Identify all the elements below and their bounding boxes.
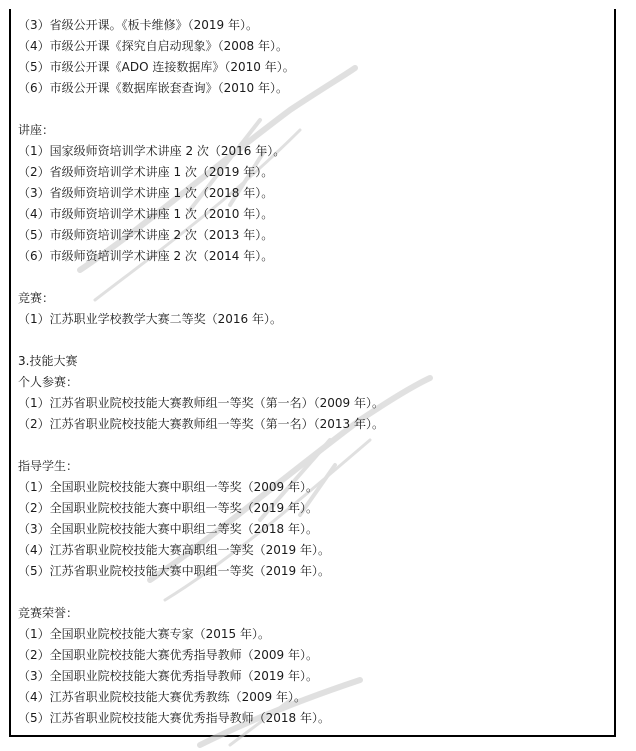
guidance-item: （3）全国职业院校技能大赛中职组二等奖（2018 年）。 <box>18 522 318 536</box>
spacer <box>18 330 608 351</box>
lecture-item: （4）市级师资培训学术讲座 1 次（2010 年）。 <box>18 207 274 221</box>
personal-item: （1）江苏省职业院校技能大赛教师组一等奖（第一名）（2009 年）。 <box>18 396 384 410</box>
personal-item: （2）江苏省职业院校技能大赛教师组一等奖（第一名）（2013 年）。 <box>18 417 384 431</box>
honor-item: （5）江苏省职业院校技能大赛优秀指导教师（2018 年）。 <box>18 711 330 725</box>
guidance-item: （5）江苏省职业院校技能大赛中职组一等奖（2019 年）。 <box>18 564 330 578</box>
guidance-item: （2）全国职业院校技能大赛中职组一等奖（2019 年）。 <box>18 501 318 515</box>
document-content <box>18 15 608 729</box>
honor-item: （3）全国职业院校技能大赛优秀指导教师（2019 年）。 <box>18 669 318 683</box>
guidance-item: （1）全国职业院校技能大赛中职组一等奖（2009 年）。 <box>18 480 318 494</box>
guidance-heading: 指导学生： <box>18 459 79 473</box>
guidance-item: （4）江苏省职业院校技能大赛高职组一等奖（2019 年）。 <box>18 543 330 557</box>
lectures-heading: 讲座： <box>18 123 55 137</box>
spacer <box>18 99 608 120</box>
lecture-item: （6）市级师资培训学术讲座 2 次（2014 年）。 <box>18 249 274 263</box>
competitions-heading: 竞赛： <box>18 291 55 305</box>
course-item: （3）省级公开课。《板卡维修》（2019 年）。 <box>18 18 258 32</box>
lecture-item: （3）省级师资培训学术讲座 1 次（2018 年）。 <box>18 186 274 200</box>
honor-item: （2）全国职业院校技能大赛优秀指导教师（2009 年）。 <box>18 648 318 662</box>
spacer <box>18 582 608 603</box>
lecture-item: （5）市级师资培训学术讲座 2 次（2013 年）。 <box>18 228 274 242</box>
spacer <box>18 435 608 456</box>
course-item: （5）市级公开课《ADO 连接数据库》（2010 年）。 <box>18 60 295 74</box>
competition-item: （1）江苏职业学校教学大赛二等奖（2016 年）。 <box>18 312 282 326</box>
spacer <box>18 267 608 288</box>
lecture-item: （2）省级师资培训学术讲座 1 次（2019 年）。 <box>18 165 274 179</box>
lecture-item: （1）国家级师资培训学术讲座 2 次（2016 年）。 <box>18 144 286 158</box>
honor-item: （1）全国职业院校技能大赛专家（2015 年）。 <box>18 627 270 641</box>
honor-item: （4）江苏省职业院校技能大赛优秀教练（2009 年）。 <box>18 690 306 704</box>
course-item: （6）市级公开课《数据库嵌套查询》（2010 年）。 <box>18 81 288 95</box>
skills-section-title: 3.技能大赛 <box>18 354 78 368</box>
personal-heading: 个人参赛： <box>18 375 79 389</box>
honors-heading: 竞赛荣誉： <box>18 606 79 620</box>
course-item: （4）市级公开课《探究自启动现象》（2008 年）。 <box>18 39 288 53</box>
